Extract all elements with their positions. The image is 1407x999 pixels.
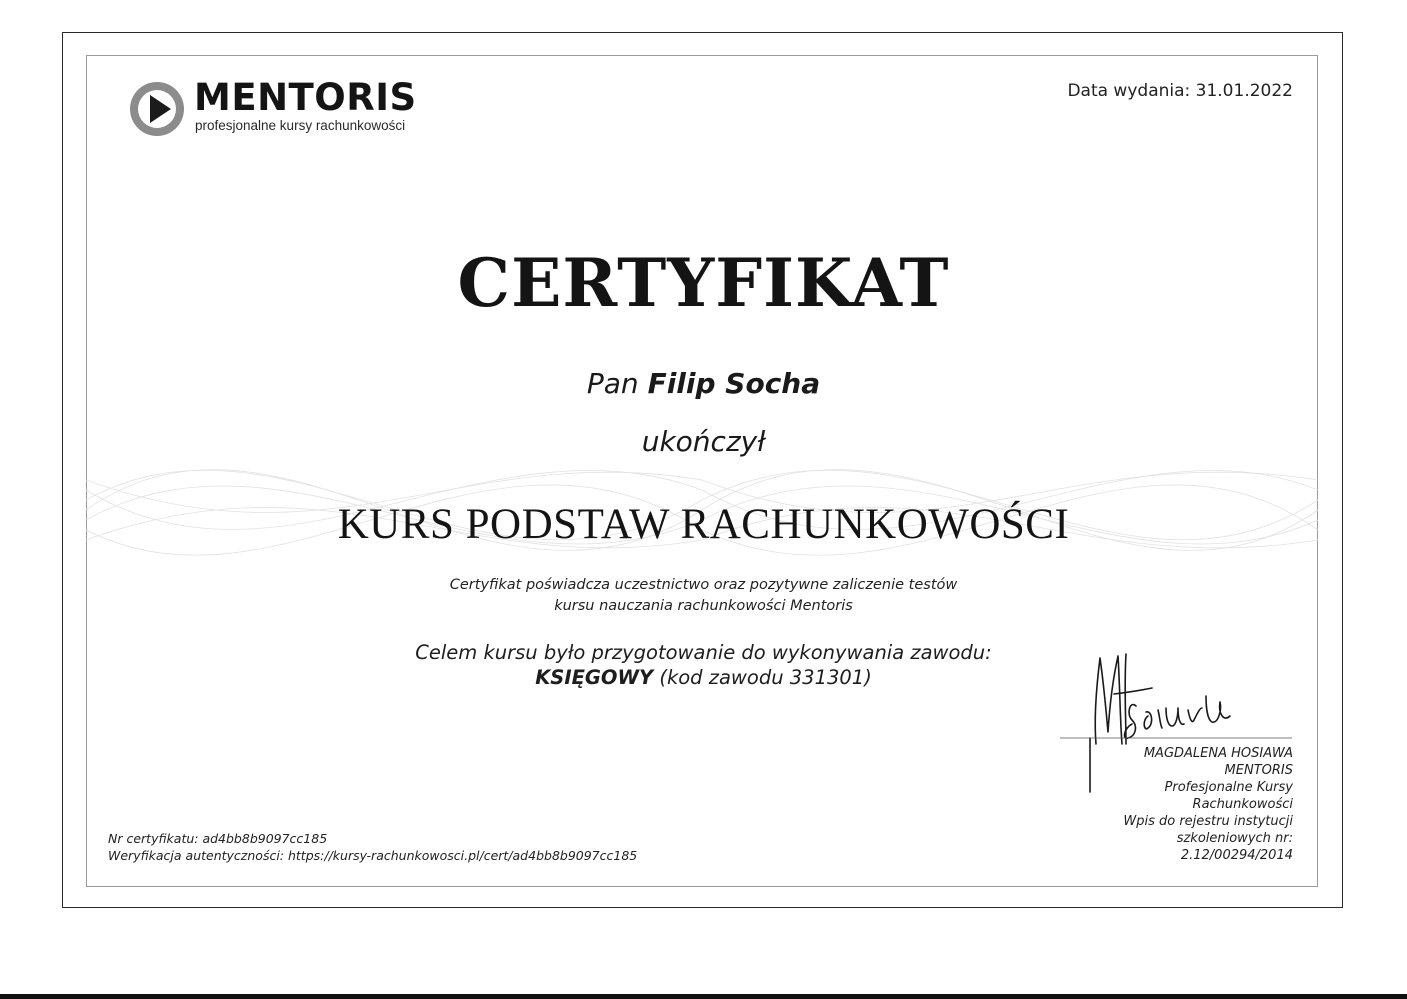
description-line: Certyfikat poświadcza uczestnictwo oraz pozytywne zaliczenie testów	[449, 577, 958, 593]
certificate-title: CERTYFIKAT	[457, 244, 950, 322]
signatory-org-line: Profesjonalne Kursy	[1164, 780, 1293, 795]
registry-line: szkoleniowych nr:	[1176, 831, 1293, 846]
logo-name: MENTORIS	[194, 76, 417, 119]
recipient-line	[0, 367, 1407, 400]
registry-number: 2.12/00294/2014	[1180, 848, 1293, 863]
verification-link[interactable]: Weryfikacja autentyczności: https://kursy-rachunkowosci.pl/cert/ad4bb8b9097cc185	[108, 848, 638, 863]
signatory-org-line: Rachunkowości	[1192, 797, 1293, 812]
signatory-company: MENTORIS	[1224, 763, 1293, 778]
certificate-meta	[108, 830, 637, 864]
logo-tagline: profesjonalne kursy rachunkowości	[195, 118, 406, 133]
signatory-name: MAGDALENA HOSIAWA	[1143, 746, 1293, 761]
completed-label: ukończył	[641, 425, 766, 458]
issue-date: Data wydania: 31.01.2022	[1067, 81, 1293, 101]
registry-line: Wpis do rejestru instytucji	[1123, 814, 1293, 829]
profession-code: (kod zawodu 331301)	[659, 666, 872, 689]
course-name: KURS PODSTAW RACHUNKOWOŚCI	[337, 501, 1070, 548]
recipient-name: Filip Socha	[647, 367, 821, 400]
course-goal: Celem kursu było przygotowanie do wykonywania zawodu:	[415, 641, 992, 664]
certificate-number: Nr certyfikatu: ad4bb8b9097cc185	[108, 831, 328, 846]
scan-edge	[0, 994, 1407, 999]
profession-name: KSIĘGOWY	[535, 666, 654, 689]
play-circle-icon	[128, 80, 186, 138]
description-line: kursu nauczania rachunkowości Mentoris	[554, 598, 853, 614]
signatory-block	[1123, 745, 1293, 864]
salutation: Pan	[586, 367, 639, 400]
